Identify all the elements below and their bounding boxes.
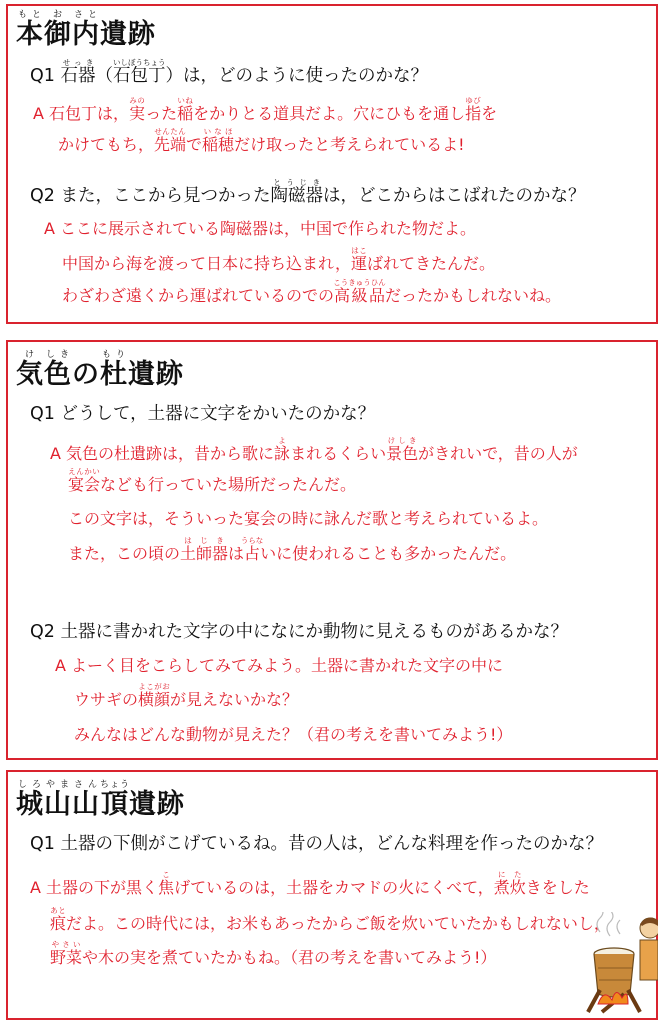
- furigana-reading: やま: [44, 780, 72, 790]
- ruby-word: 石器せっき: [60, 58, 96, 86]
- ruby-word: 稲穂いなほ: [202, 127, 235, 154]
- answer-line: また，この頃の土師器はじきは占うらないに使われることも多かったんだ。: [68, 536, 517, 563]
- furigana-reading: さと: [72, 10, 100, 20]
- answer-line: かけてもち，先端せんたんで稲穂いなほだけ取ったと考えられているよ!: [58, 127, 465, 154]
- furigana-reading: よこがお: [138, 682, 171, 691]
- ruby-word: 炊た: [509, 870, 526, 897]
- ruby-word: 土師器はじき: [180, 536, 229, 563]
- ruby-word: 山やま: [44, 780, 72, 820]
- section-title: 本もと御お内さと遺跡: [16, 10, 156, 50]
- answer-line: A 土器の下が黒く焦こげているのは，土器をカマドの火にくべて，煮に炊たきをした: [30, 870, 590, 897]
- section-motoosato: [6, 4, 658, 324]
- furigana-reading: えんかい: [68, 467, 101, 476]
- furigana-reading: さん: [72, 780, 100, 790]
- furigana-reading: もと: [16, 10, 44, 20]
- ruby-word: 痕あと: [50, 906, 67, 933]
- furigana-reading: あと: [50, 906, 67, 915]
- ruby-word: 山さん: [72, 780, 100, 820]
- ruby-word: 色しき: [44, 350, 72, 390]
- question-text: Q2 また，ここから見つかった陶磁器とうじきは，どこからはこばれたのかな？: [30, 178, 586, 206]
- ruby-word: 焦こ: [158, 870, 175, 897]
- ruby-word: 気け: [16, 350, 44, 390]
- ruby-word: 占うらな: [240, 536, 264, 563]
- ruby-word: 石包丁いしぼうちょう: [112, 58, 166, 86]
- ruby-word: 実みの: [129, 96, 146, 123]
- answer-line: A ここに展示されている陶磁器は，中国で作られた物だよ。: [44, 219, 477, 238]
- furigana-reading: せっき: [60, 58, 96, 67]
- furigana-reading: た: [509, 870, 526, 879]
- answer-line: 中国から海を渡って日本に持ち込まれ，運はこばれてきたんだ。: [62, 246, 495, 273]
- ruby-word: 景色けしき: [386, 436, 419, 463]
- furigana-reading: もり: [100, 350, 128, 360]
- furigana-reading: こ: [158, 870, 175, 879]
- ruby-word: 内さと: [72, 10, 100, 50]
- ruby-word: 指ゆび: [465, 96, 482, 123]
- furigana-reading: いね: [177, 96, 194, 105]
- ruby-word: 運はこ: [350, 246, 367, 273]
- furigana-reading: はこ: [350, 246, 367, 255]
- ruby-word: 高級品こうきゅうひん: [333, 278, 386, 305]
- ruby-word: 詠よ: [274, 436, 291, 463]
- furigana-reading: はじき: [180, 536, 229, 545]
- furigana-reading: みの: [129, 96, 146, 105]
- ruby-word: 陶磁器とうじき: [270, 178, 323, 206]
- ruby-word: 宴会えんかい: [68, 467, 101, 494]
- furigana-reading: け: [16, 350, 44, 360]
- furigana-reading: よ: [274, 436, 291, 445]
- ruby-word: 稲いね: [177, 96, 194, 123]
- ruby-word: 頂ちょう: [100, 780, 131, 820]
- question-text: Q2 土器に書かれた文字の中になにか動物に見えるものがあるかな？: [30, 622, 568, 642]
- furigana-reading: ゆび: [465, 96, 482, 105]
- question-text: Q1 石器せっき（石包丁いしぼうちょう）は，どのように使ったのかな？: [30, 58, 428, 86]
- answer-line: A 石包丁は，実みのった稲いねをかりとる道具だよ。穴にひもを通し指ゆびを: [33, 96, 498, 123]
- ruby-word: 城しろ: [16, 780, 44, 820]
- furigana-reading: こうきゅうひん: [333, 278, 386, 287]
- question-text: Q1 土器の下側がこげているね。昔の人は，どんな料理を作ったのかな？: [30, 834, 603, 854]
- answer-line: この文字は，そういった宴会の時に詠んだ歌と考えられているよ。: [68, 509, 549, 528]
- ruby-word: 杜もり: [100, 350, 128, 390]
- question-text: Q1 どうして，土器に文字をかいたのかな？: [30, 404, 376, 424]
- answer-line: みんなはどんな動物が見えた？（君の考えを書いてみよう!）: [74, 725, 513, 744]
- answer-line: わざわざ遠くから運ばれているのでの高級品こうきゅうひんだったかもしれないね。: [62, 278, 562, 305]
- furigana-reading: とうじき: [270, 178, 323, 187]
- ruby-word: 野菜やさい: [50, 940, 83, 967]
- furigana-reading: しろ: [16, 780, 44, 790]
- furigana-reading: やさい: [50, 940, 82, 949]
- answer-line: ウサギの横顔よこがおが見えないかな？: [74, 682, 299, 709]
- cooking-pot-illustration: [580, 912, 658, 1016]
- section-title: 気け色しきの杜もり遺跡: [16, 350, 184, 390]
- section-title: 城しろ山やま山さん頂ちょう遺跡: [16, 780, 185, 820]
- answer-line: 痕あとだよ。この時代には，お米もあったからご飯を炊いていたかもしれないし，: [50, 906, 610, 933]
- ruby-word: 先端せんたん: [154, 127, 187, 154]
- answer-line: A 気色の杜遺跡は，昔から歌に詠よまれるくらい景色けしきがきれいで，昔の人が: [50, 436, 578, 463]
- ruby-word: 本もと: [16, 10, 44, 50]
- ruby-word: 煮に: [493, 870, 510, 897]
- furigana-reading: ちょう: [100, 780, 131, 790]
- furigana-reading: しき: [44, 350, 72, 360]
- answer-line: A よーく目をこらしてみてみよう。土器に書かれた文字の中に: [55, 656, 504, 675]
- answer-line: 宴会えんかいなども行っていた場所だったんだ。: [68, 467, 357, 494]
- furigana-reading: うらな: [240, 536, 264, 545]
- furigana-reading: に: [493, 870, 510, 879]
- furigana-reading: せんたん: [154, 127, 187, 136]
- ruby-word: 御お: [44, 10, 72, 50]
- furigana-reading: お: [44, 10, 72, 20]
- furigana-reading: いしぼうちょう: [112, 58, 166, 67]
- furigana-reading: いなほ: [202, 127, 235, 136]
- ruby-word: 横顔よこがお: [138, 682, 171, 709]
- answer-line: 野菜やさいや木の実を煮ていたかもね。（君の考えを書いてみよう!）: [50, 940, 497, 967]
- furigana-reading: けしき: [386, 436, 419, 445]
